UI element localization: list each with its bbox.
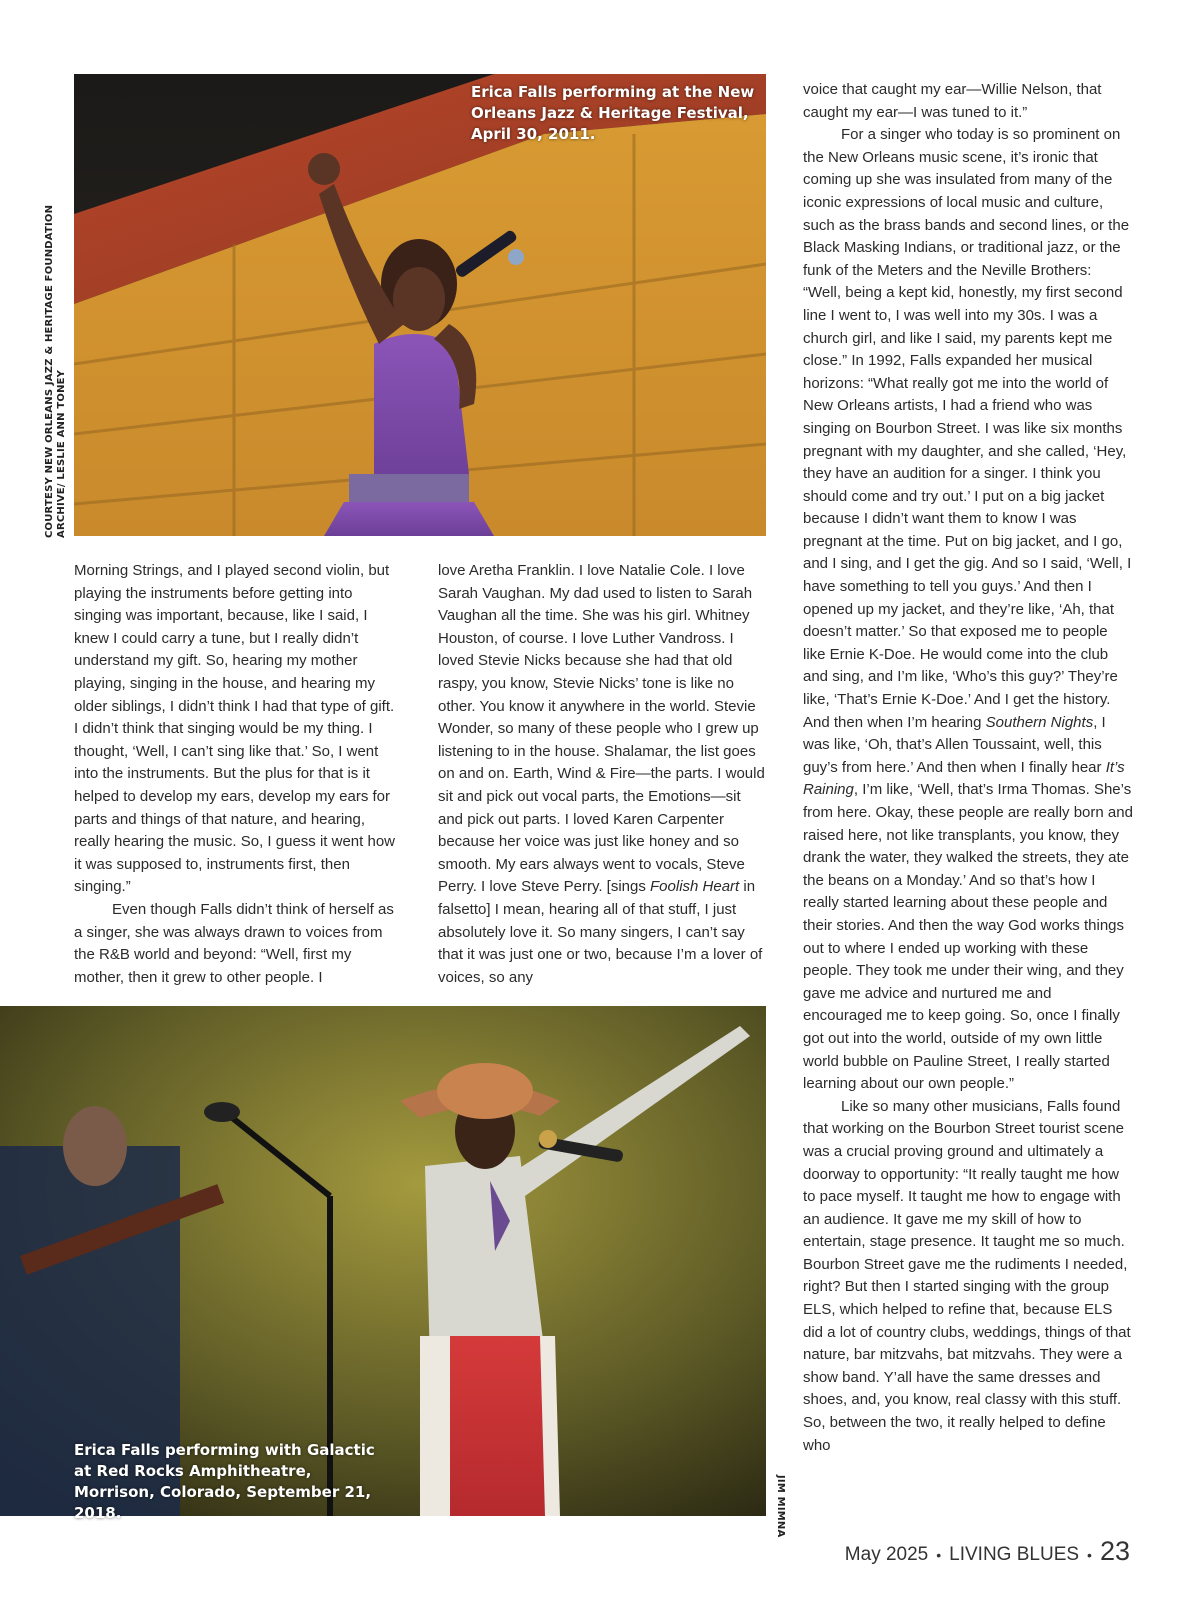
article-column-right — [803, 79, 1133, 1457]
magazine-name: LIVING BLUES — [949, 1544, 1080, 1565]
paragraph: Like so many other musicians, Falls found that working on the Bourbon Street tourist scene was a crucial proving ground and ultimately a doorway to opportunity: “It really taught me how to pace myself. It taught me how to engage with an audience. It gave me my skill of how to entertain, stage presence. It taught me so much. Bourbon Street gave me the rudiments I needed, right? But then I started singing with the group ELS, which helped to refine that, because ELS did a lot of country clubs, weddings, things of that nature, bar mitzvahs, bat mitzvahs. They were a show band. Y’all have the same dresses and shoes, and, you know, real classy with this stuff. So, between the two, it really helped to define who — [803, 1097, 1131, 1454]
text-run: love Aretha Franklin. I love Natalie Cole. I love Sarah Vaughan. My dad used to listen to Sarah Vaughan all the time. She was his girl. Whitney Houston, of course. I love Luther Vandross. I loved Stevie Nicks because she had that old raspy, you know, Stevie Nicks’ tone is like no other. You know it anywhere in the world. Stevie Wonder, so many of these people who I grew up listening to in the house. Shalamar, the list goes on and on. Earth, Wind & Fire—the parts. I would sit and pick out vocal parts, the Emotions—sit and pick out parts. I loved Karen Carpenter because her voice was just like honey and so smooth. My ears always went to vocals, Steve Perry. I love Steve Perry. [sings — [438, 562, 765, 896]
article-column-middle — [438, 560, 768, 989]
song-title: Foolish Heart — [650, 878, 740, 896]
song-title: It’s Raining — [803, 758, 1125, 799]
page-number: 23 — [1099, 1536, 1130, 1566]
photo-caption-bottom: Erica Falls performing with Galactic at Red Rocks Amphitheatre, Morrison, Colorado, September 21, 2018. — [74, 1441, 375, 1522]
text-run: , I was like, ‘Oh, that’s Allen Toussaint, well, this guy’s from here.’ And then when I finally hear — [803, 713, 1106, 776]
song-title: Southern Nights — [985, 713, 1094, 731]
paragraph: Morning Strings, and I played second violin, but playing the instruments before getting into singing was important, because, like I said, I knew I could carry a tune, but I really didn’t understand my gift. So, hearing my mother playing, singing in the house, and hearing my older siblings, I didn’t think I had that type of gift. I didn’t think that singing would be my thing. I thought, ‘Well, I can’t sing like that.’ So, I went into the instruments. But the plus for that is it helped to develop my ears, develop my ears for parts and things of that nature, and hearing, really hearing the music. So, I guess it went how it was supposed to, instruments first, then singing.” — [74, 562, 395, 896]
text-run: in falsetto] I mean, hearing all of that stuff, I just absolutely love it. So many singers, I can’t say that it was just one or two, because I’m a lover of voices, so any — [438, 878, 763, 986]
issue-date: May 2025 — [844, 1544, 929, 1565]
paragraph — [803, 124, 1133, 1096]
photo-credit-bottom: JIM MIMNA — [775, 1475, 786, 1538]
bullet-separator: • — [1087, 1547, 1092, 1563]
photo-credit-top-line1: COURTESY NEW ORLEANS JAZZ & HERITAGE FOUNDATION — [44, 204, 55, 538]
paragraph: voice that caught my ear—Willie Nelson, that caught my ear—I was tuned to it.” — [803, 81, 1102, 121]
page-footer — [845, 1536, 1130, 1567]
photo-credit-top-line2: ARCHIVE/ LESLIE ANN TONEY — [56, 369, 67, 538]
photo-credit-top — [44, 205, 68, 538]
paragraph: Even though Falls didn’t think of herself as a singer, she was always drawn to voices from the R&B world and beyond: “Well, first my mother, then it grew to other people. I — [74, 900, 394, 986]
paragraph — [438, 560, 768, 989]
photo-caption-top: Erica Falls performing at the New Orleans Jazz & Heritage Festival, April 30, 2011. — [471, 83, 755, 143]
text-run: For a singer who today is so prominent on the New Orleans music scene, it’s ironic that coming up she was insulated from many of the iconic expressions of local music and culture, such as the brass bands and second lines, or the Black Masking Indians, or traditional jazz, or the funk of the Meters and the Neville Brothers: “Well, being a kept kid, honestly, my first second line I went to, I was well into my 30s. I was a church girl, and like I said, my parents kept me close.” In 1992, Falls expanded her musical horizons: “What really got me into the world of New Orleans artists, I had a friend who was singing on Bourbon Street. I was like six months pregnant with my daughter, and she called, ‘Hey, they have an audition for a singer. I think you should come and try out.’ I put on a big jacket because I didn’t want them to know I was pregnant at the time. Put on big jacket, and I go, and I sing, and I get the gig. And so I said, ‘Well, I have something to tell you guys.’ And then I opened up my jacket, and they’re like, ‘Ah, that doesn’t matter.’ So that exposed me to people like Ernie K-Doe. He would come into the club and sing, and I’m like, ‘Who’s this guy?’ They’re like, ‘That’s Ernie K-Doe.’ And I get the history. And then when I’m hearing — [803, 126, 1132, 731]
article-column-left — [74, 560, 400, 989]
text-run: , I’m like, ‘Well, that’s Irma Thomas. She’s from here. Okay, these people are really born and raised here, not like transplants, you know, they drank the water, they walked the streets, they ate the beans on a Monday.’ And so that’s how I really started learning about these people and their stories. And then the way God works things out to where I ended up working with these people. They took me under their wing, and they gave me advice and nurtured me and encouraged me to keep going. So, once I finally got out into the world, outside of my own little world bubble on Pauline Street, I really started learning about our own people.” — [803, 781, 1133, 1093]
bullet-separator: • — [936, 1547, 942, 1563]
